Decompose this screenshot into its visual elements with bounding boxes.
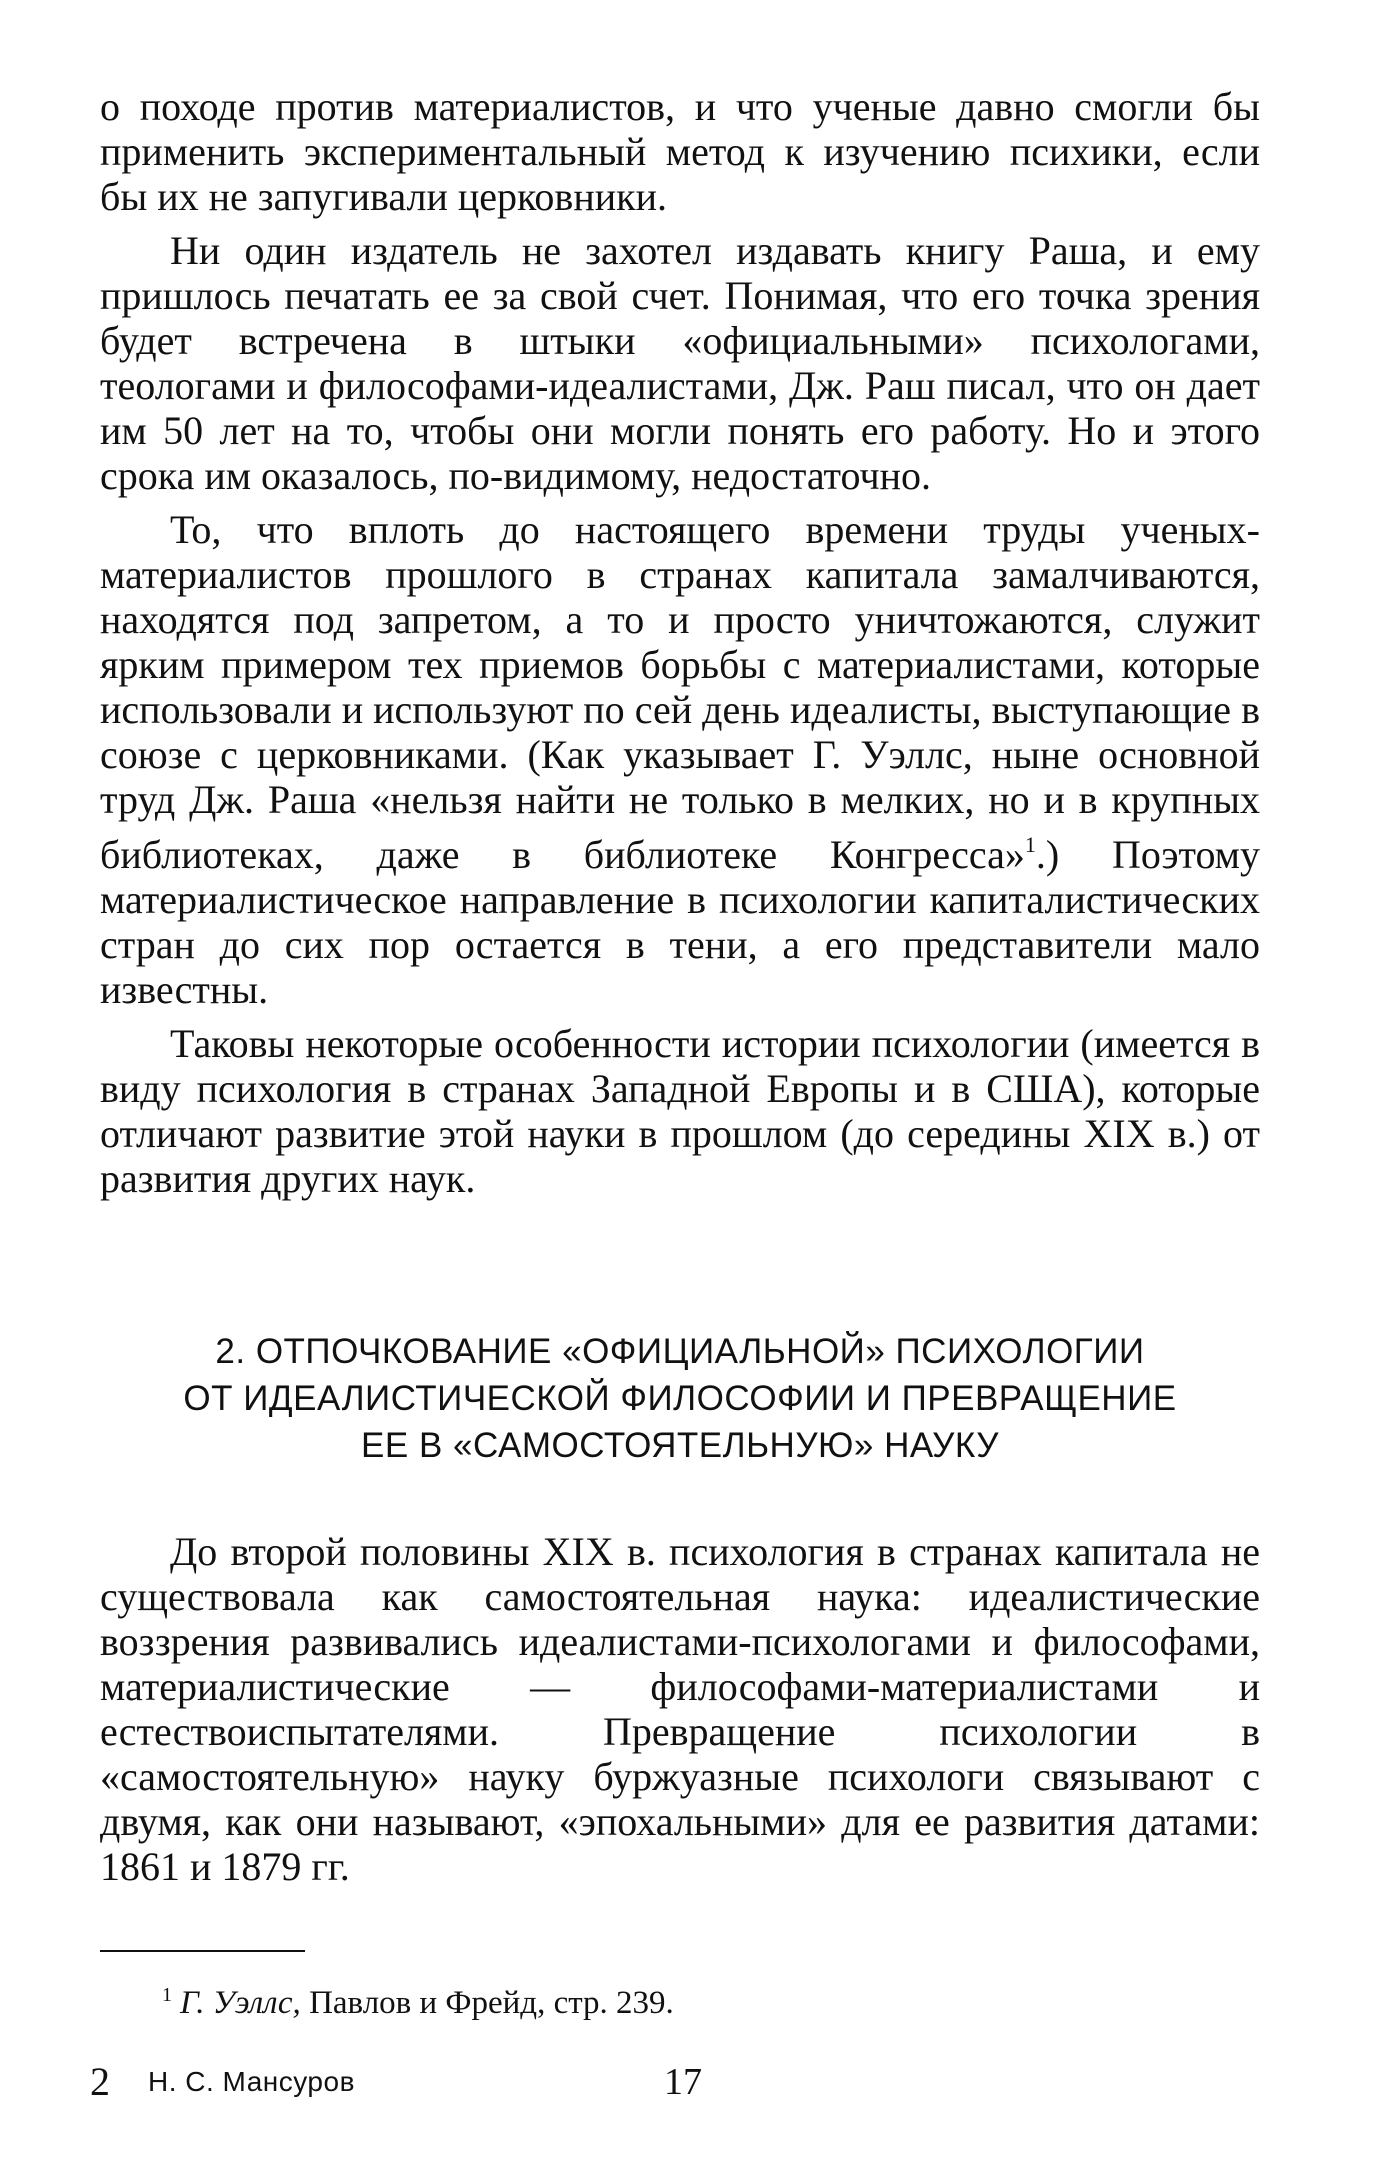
paragraph-5: До второй половины XIX в. психология в странах капитала не существовала как самостоятельная наука: идеалистические воззрения развивались идеалистами-психологами и философами, материалистические — философами-материалистами и естествоиспытателями. Превращение психологии в «самостоятельную» науку буржуазные психологи связывают с двумя, как они называют, «эпохальными» для ее развития датами: 1861 и 1879 гг.: [100, 1529, 1260, 1889]
page-body: [100, 84, 1260, 1898]
section-heading: [100, 1328, 1260, 1469]
section-heading-line-3: ЕЕ В «САМОСТОЯТЕЛЬНУЮ» НАУКУ: [361, 1426, 999, 1465]
paragraph-1: о походе против материалистов, и что ученые давно смогли бы применить экспериментальный метод к изучению психики, если бы их не запугивали церковники.: [100, 84, 1260, 219]
paragraph-4: Таковы некоторые особенности истории психологии (имеется в виду психология в странах Западной Европы и в США), которые отличают развитие этой науки в прошлом (до середины XIX в.) от развития других наук.: [100, 1021, 1260, 1201]
footnote-author: Г. Уэллс,: [180, 1985, 301, 2021]
page-footer: [0, 2058, 1374, 2118]
signature-author: Н. С. Мансуров: [148, 2066, 355, 2097]
signature-number: 2: [90, 2059, 110, 2104]
footnote-text: Павлов и Фрейд, стр. 239.: [309, 1985, 674, 2021]
section-heading-line-1: 2. ОТПОЧКОВАНИЕ «ОФИЦИАЛЬНОЙ» ПСИХОЛОГИИ: [215, 1332, 1145, 1371]
footnote: [162, 1976, 674, 2022]
footnote-mark: 1: [162, 1984, 172, 2006]
footnote-reference: 1: [1024, 832, 1036, 857]
paragraph-3-text: То, что вплоть до настоящего времени труды ученых-материалистов прошлого в странах капитала замалчиваются, находятся под запретом, а то и просто уничтожаются, служит ярким примером тех приемов борьбы с материалистами, которые использовали и используют по сей день идеалисты, выступающие в союзе с церковниками. (Как указывает Г. Уэллс, ныне основной труд Дж. Раша «нельзя найти не только в мелких, но и в крупных библиотеках, даже в библиотеке Конгресса»: [100, 507, 1260, 877]
paragraph-3-text-end: .) Поэтому материалистическое направление в психологии капиталистических стран до сих пор остается в тени, а его представители мало известны.: [100, 832, 1260, 1012]
section-heading-line-2: ОТ ИДЕАЛИСТИЧЕСКОЙ ФИЛОСОФИИ И ПРЕВРАЩЕНИЕ: [183, 1379, 1177, 1418]
paragraph-2: Ни один издатель не захотел издавать книгу Раша, и ему пришлось печатать ее за свой счет. Понимая, что его точка зрения будет встречена в штыки «официальными» психологами, теологами и философами-идеалистами, Дж. Раш писал, что он дает им 50 лет на то, чтобы они могли понять его работу. Но и этого срока им оказалось, по-видимому, недостаточно.: [100, 228, 1260, 498]
page-number: 17: [664, 2061, 702, 2103]
footnote-divider: [100, 1950, 305, 1952]
paragraph-3: [100, 507, 1260, 1012]
